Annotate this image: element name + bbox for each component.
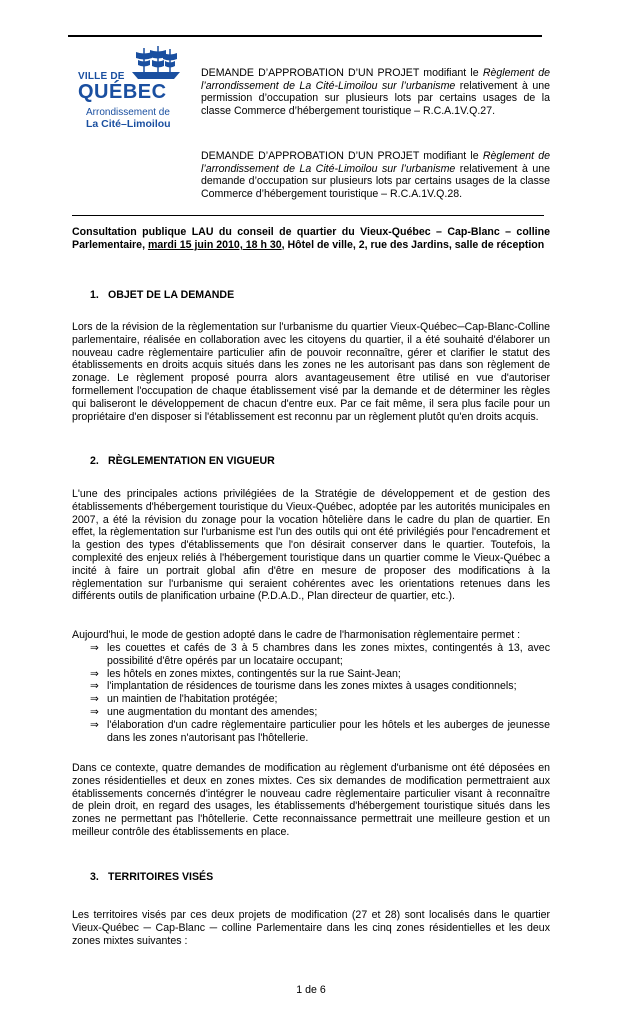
page-number: 1 de 6	[296, 984, 326, 996]
header-request-27-pre: DEMANDE D’APPROBATION D’UN PROJET modifiant le	[201, 67, 483, 79]
list-item	[90, 706, 550, 719]
header-request-28-italic: Règlement de l’arrondissement de La Cité-Limoilou sur l’urbanisme	[201, 150, 550, 175]
section-number: 2.	[90, 455, 99, 467]
list-item-text: les hôtels en zones mixtes, contingentés sur la rue Saint-Jean;	[107, 667, 401, 680]
section-heading-reglementation	[90, 455, 275, 467]
list-item-text: les couettes et cafés de 3 à 5 chambres dans les zones mixtes, contingentés à 13, avec possibilité d'être opérés par un locataire occupant;	[107, 642, 550, 667]
header-request-28	[201, 150, 550, 200]
list-item	[90, 680, 550, 693]
list-item-text: l'élaboration d'un cadre règlementaire particulier pour les hôtels et les auberges de jeunesse dans les zones n'autorisant pas l'hôtellerie.	[107, 718, 550, 744]
section-title: TERRITOIRES VISÉS	[108, 871, 214, 883]
arrow-right-icon: ⇒	[90, 693, 99, 706]
logo-quebec: QUÉBEC	[78, 81, 167, 103]
paragraph-objet: Lors de la révision de la règlementation sur l'urbanisme du quartier Vieux-Québec─Cap-Blanc-Colline parlementaire, réalisée en collaboration avec les citoyens du quartier, il a été souhaité d'élaborer un nouveau cadre règlementaire particulier afin de pouvoir reconnaître, gérer et clarifier le statut des établissements en droits acquis situés dans les zones ne les autorisant pas dans son règlement de zonage. Le règlement proposé pourra alors avantageusement être utilisé en vue d'autoriser formellement l'occupation de chaque établissement visé par la demande et de déterminer les règles qui baliseront le développement de chacun d'entre eux. Par ce fait même, il sera plus facile pour un propriétaire d'en disposer si l'établissement est reconnu par un règlement plutôt qu'en droits acquis.	[72, 321, 550, 423]
header-request-28-post: relativement à une demande d’occupation sur plusieurs lots par certains usages de la classe Commerce d’hébergement touristique – R.C.A.1V.Q.28.	[201, 162, 550, 200]
header-request-27-post: relativement à une permission d’occupation sur plusieurs lots par certains usages de la classe Commerce d’hébergement touristique – R.C.A.1V.Q.27.	[201, 79, 550, 117]
section-heading-territoires	[90, 871, 213, 883]
paragraph-contexte: Dans ce contexte, quatre demandes de modification au règlement d'urbanisme ont été déposées en zones résidentielles et deux en zones mixtes. Ces six demandes de modification permettraient aux établissements concernés d'intégrer le nouveau cadre règlementaire particulier visant à reconnaître de plein droit, en regard des usages, les établissements d'hébergement touristique situés dans les zones ne permettant pas l'hôtellerie. Cette reconnaissance permettrait une meilleure gestion et un meilleur contrôle des établissements en place.	[72, 762, 550, 838]
section-heading-objet	[90, 289, 234, 301]
section-title: RÈGLEMENTATION EN VIGUEUR	[108, 455, 275, 467]
header-request-27	[201, 67, 550, 117]
consultation-pre: Consultation publique LAU du conseil de quartier du Vieux-Québec – Cap-Blanc – colline Parlementaire,	[72, 226, 550, 251]
paragraph-territoires: Les territoires visés par ces deux projets de modification (27 et 28) sont localisés dans le quartier Vieux-Québec ─ Cap-Blanc ─ colline Parlementaire dans les cinq zones résidentielles et les deux zones mixtes suivantes :	[72, 909, 550, 947]
list-item	[90, 693, 550, 706]
header-request-27-italic: Règlement de l’arrondissement de La Cité-Limoilou sur l’urbanisme	[201, 67, 550, 92]
arrow-right-icon: ⇒	[90, 642, 99, 654]
header-request-28-pre: DEMANDE D’APPROBATION D’UN PROJET modifiant le	[201, 150, 483, 162]
section-number: 1.	[90, 289, 99, 301]
list-item	[90, 668, 550, 681]
separator-rule	[72, 215, 544, 216]
list-item-text: une augmentation du montant des amendes;	[107, 705, 318, 718]
ville-de-quebec-logo	[78, 46, 184, 132]
measures-list	[90, 642, 550, 744]
consultation-date: mardi 15 juin 2010, 18 h 30	[147, 239, 282, 251]
arrow-right-icon: ⇒	[90, 667, 99, 680]
section-number: 3.	[90, 871, 99, 883]
list-item-text: un maintien de l'habitation protégée;	[107, 693, 278, 706]
paragraph-aujourdhui: Aujourd'hui, le mode de gestion adopté dans le cadre de l'harmonisation règlementaire permet :	[72, 629, 521, 641]
logo-ville-de: VILLE DE	[78, 71, 125, 82]
section-title: OBJET DE LA DEMANDE	[108, 289, 235, 301]
arrow-right-icon: ⇒	[90, 718, 99, 731]
logo-cite-limoilou: La Cité–Limoilou	[86, 118, 171, 130]
logo-arrondissement: Arrondissement de	[86, 107, 170, 118]
ship-icon	[130, 46, 182, 80]
list-item-text: l'implantation de résidences de tourisme dans les zones mixtes à usages conditionnels;	[107, 680, 517, 693]
arrow-right-icon: ⇒	[90, 680, 99, 693]
list-item	[90, 719, 550, 745]
list-item	[90, 642, 550, 668]
arrow-right-icon: ⇒	[90, 705, 99, 718]
consultation-notice	[72, 226, 550, 252]
consultation-post: , Hôtel de ville, 2, rue des Jardins, salle de réception	[281, 239, 545, 251]
paragraph-reglementation: L'une des principales actions privilégiées de la Stratégie de développement et de gestion des établissements d'hébergement touristique du Vieux-Québec, adoptée par les autorités municipales en 2007, a été la révision du zonage pour la vocation hôtelière dans le cadre du plan de quartier. En effet, la règlementation sur l'urbanisme est l'un des outils qui ont été privilégiés pour l'encadrement et la gestion des types d'établissements que l'on désirait conserver dans le quartier. Toutefois, la complexité des enjeux reliés à l'hébergement touristique dans un quartier comme le Vieux-Québec a incité à faire un portrait global afin d'être en mesure de proposer des modifications à la règlementation sur l'urbanisme qui seraient cohérentes avec les orientations retenues dans les différents outils de planification urbaine (P.D.A.D., Plan directeur de quartier, etc.).	[72, 488, 550, 603]
top-rule	[68, 35, 542, 37]
